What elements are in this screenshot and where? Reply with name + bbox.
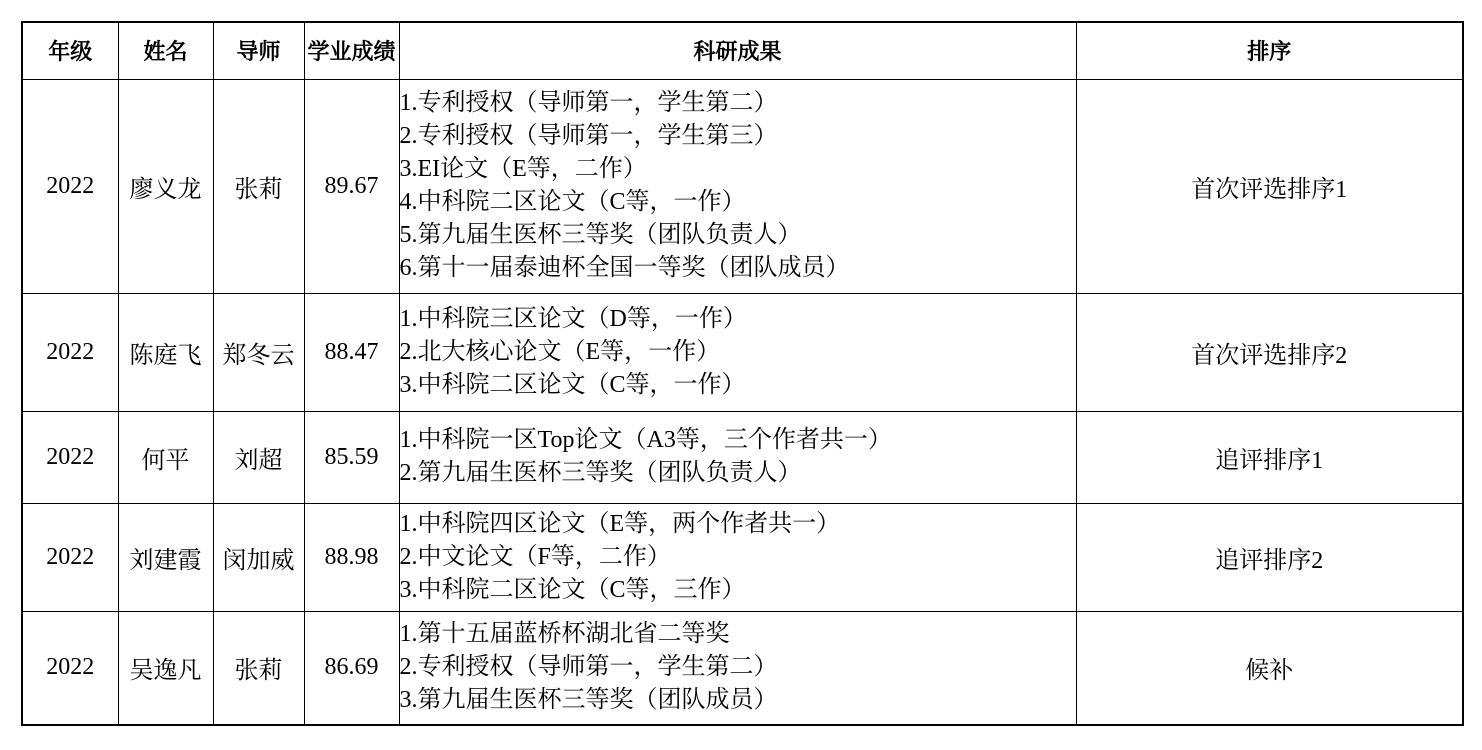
cell-year: 2022 [22,503,118,611]
cell-achievements [399,293,1076,411]
results-table [21,21,1464,726]
achievement-line: 2.中文论文（F等，二作） [399,543,671,570]
col-header-achievements: 科研成果 [399,22,1076,79]
cell-achievements [399,411,1076,503]
achievement-line: 2.北大核心论文（E等，一作） [399,338,721,365]
cell-score: 89.67 [304,79,399,293]
cell-advisor: 郑冬云 [213,293,304,411]
table-row [22,411,1463,503]
achievement-line: 3.中科院二区论文（C等，三作） [399,576,746,603]
cell-year: 2022 [22,293,118,411]
table-row [22,79,1463,293]
cell-advisor: 刘超 [213,411,304,503]
achievement-line: 3.第九届生医杯三等奖（团队成员） [399,687,778,714]
achievement-line: 2.第九届生医杯三等奖（团队负责人） [399,460,802,486]
cell-score: 86.69 [304,611,399,725]
cell-name: 刘建霞 [118,503,213,611]
cell-year: 2022 [22,79,118,293]
achievement-line: 6.第十一届泰迪杯全国一等奖（团队成员） [399,255,850,281]
achievement-line: 1.中科院一区Top论文（A3等，三个作者共一） [399,427,892,453]
cell-ranking: 首次评选排序2 [1076,293,1463,411]
col-header-name: 姓名 [118,22,213,79]
achievement-line: 3.EI论文（E等，二作） [399,156,647,182]
col-header-ranking: 排序 [1076,22,1463,79]
cell-ranking: 追评排序2 [1076,503,1463,611]
cell-ranking: 首次评选排序1 [1076,79,1463,293]
cell-year: 2022 [22,611,118,725]
achievement-line: 5.第九届生医杯三等奖（团队负责人） [399,222,802,248]
cell-name: 陈庭飞 [118,293,213,411]
table-row [22,293,1463,411]
table-row [22,503,1463,611]
header-row [22,22,1463,79]
cell-ranking: 候补 [1076,611,1463,725]
cell-achievements [399,611,1076,725]
cell-advisor: 张莉 [213,611,304,725]
achievement-line: 3.中科院二区论文（C等，一作） [399,371,746,398]
col-header-score: 学业成绩 [304,22,399,79]
cell-advisor: 张莉 [213,79,304,293]
cell-achievements [399,79,1076,293]
achievement-line: 1.第十五届蓝桥杯湖北省二等奖 [399,621,730,648]
cell-score: 88.47 [304,293,399,411]
achievement-line: 1.中科院三区论文（D等，一作） [399,305,747,332]
cell-achievements [399,503,1076,611]
achievement-line: 4.中科院二区论文（C等，一作） [399,189,746,215]
achievement-line: 2.专利授权（导师第一，学生第二） [399,654,778,681]
achievement-line: 1.专利授权（导师第一，学生第二） [399,90,778,116]
achievement-line: 2.专利授权（导师第一，学生第三） [399,123,778,149]
achievement-line: 1.中科院四区论文（E等，两个作者共一） [399,510,841,537]
cell-advisor: 闵加威 [213,503,304,611]
cell-name: 吴逸凡 [118,611,213,725]
cell-year: 2022 [22,411,118,503]
col-header-advisor: 导师 [213,22,304,79]
cell-ranking: 追评排序1 [1076,411,1463,503]
cell-name: 何平 [118,411,213,503]
table-row [22,611,1463,725]
cell-score: 88.98 [304,503,399,611]
cell-name: 廖义龙 [118,79,213,293]
cell-score: 85.59 [304,411,399,503]
col-header-year: 年级 [22,22,118,79]
